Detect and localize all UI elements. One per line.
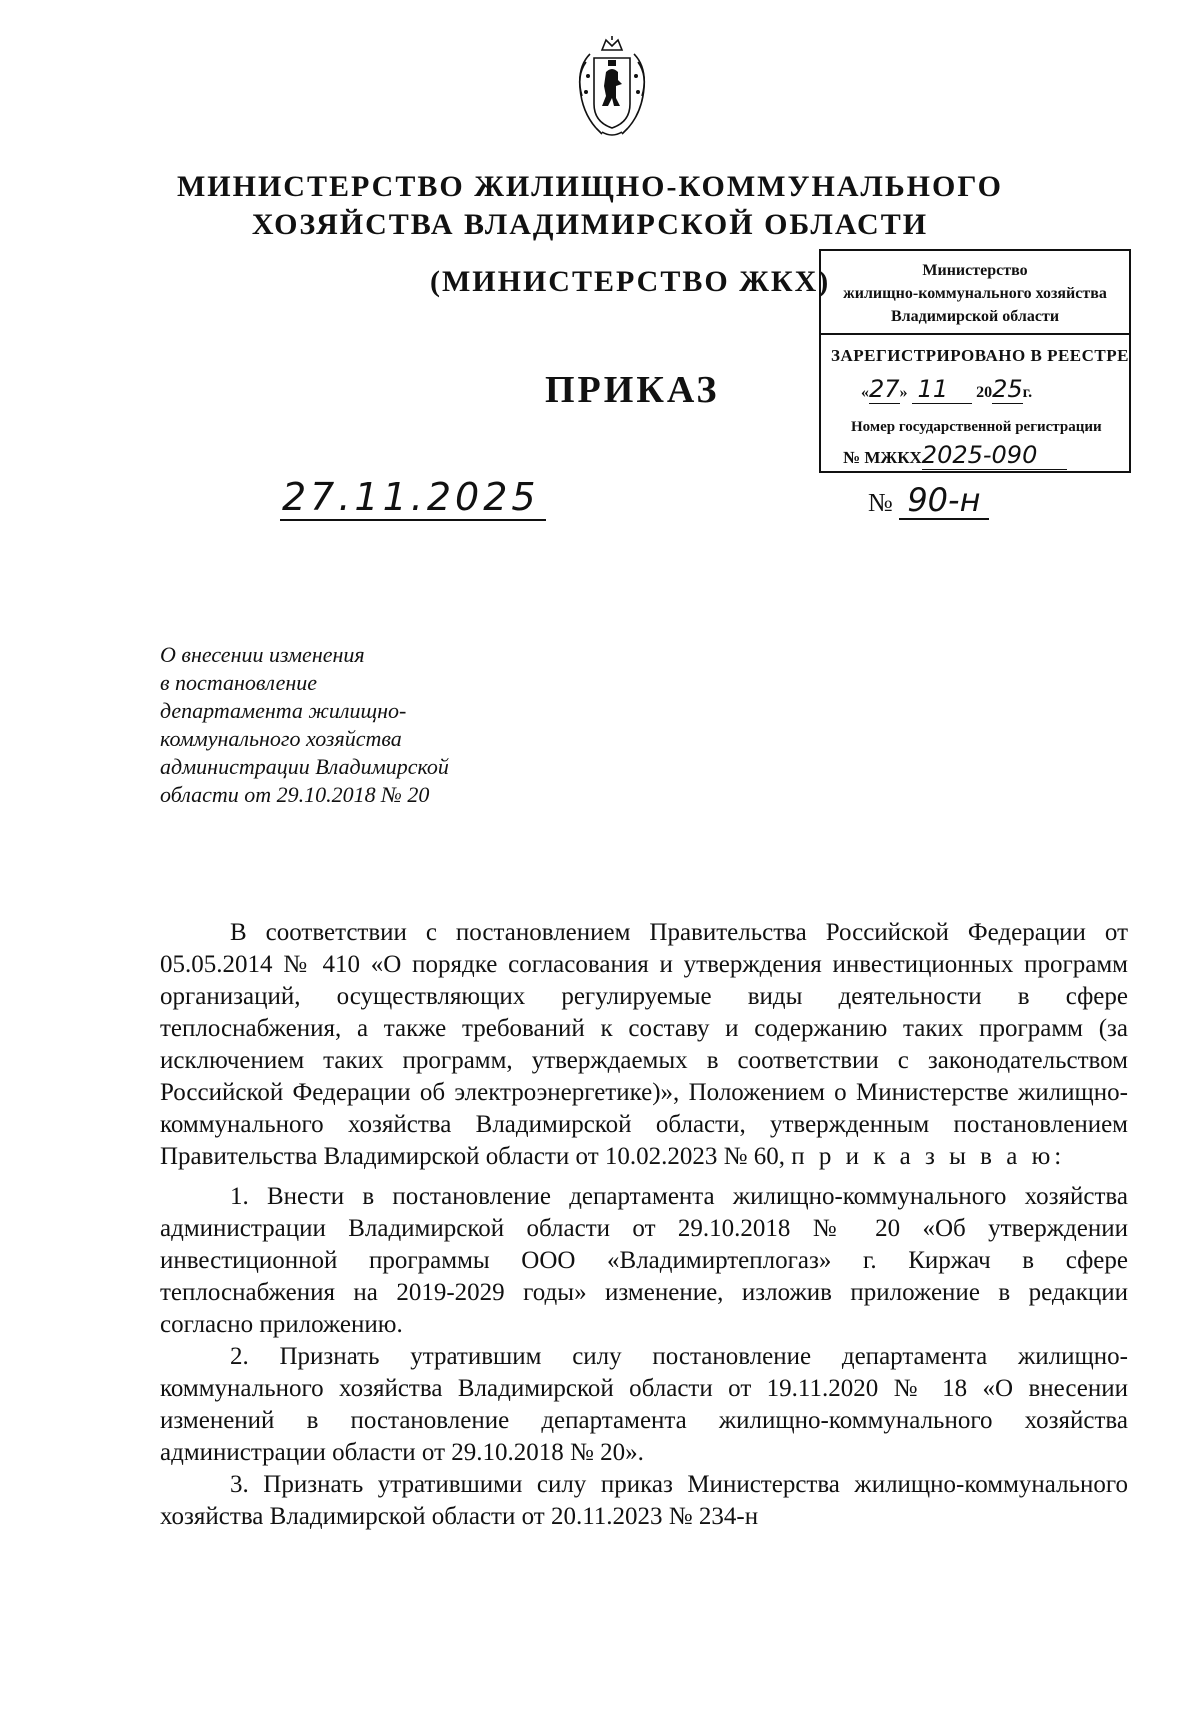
- item-3-paragraph: 3. Признать утратившими силу приказ Министерства жилищно-коммунального хозяйства Владимирской области от 20.11.2023 № 234-н: [160, 1471, 1128, 1530]
- stamp-org-line1: Министерство: [922, 262, 1028, 279]
- ministry-name-line1: МИНИСТЕРСТВО ЖИЛИЩНО-КОММУНАЛЬНОГО: [176, 170, 1004, 203]
- stamp-date-close-quote: »: [899, 384, 908, 401]
- command-word: п р и к а з ы в а ю:: [791, 1143, 1066, 1170]
- subject-line: департамента жилищно-: [160, 698, 407, 723]
- stamp-registered-label: ЗАРЕГИСТРИРОВАНО В РЕЕСТРЕ: [831, 346, 1129, 365]
- subject-line: в постановление: [160, 670, 318, 695]
- stamp-date-month: 11: [912, 375, 973, 404]
- stamp-reg-number-label: Номер государственной регистрации: [851, 419, 1102, 435]
- stamp-org-line3: Владимирской области: [890, 308, 1060, 325]
- order-subject: [160, 641, 500, 809]
- stamp-reg-number: [843, 441, 1067, 470]
- subject-line: области от 29.10.2018 № 20: [160, 782, 430, 807]
- order-date-handwritten: 27.11.2025: [280, 475, 546, 521]
- subject-line: администрации Владимирской: [160, 754, 449, 779]
- stamp-date-day: 27: [869, 375, 900, 403]
- stamp-date-open-quote: «: [861, 384, 869, 401]
- order-number-prefix: №: [868, 488, 893, 517]
- stamp-reg-prefix: № МЖКХ: [843, 448, 922, 467]
- subject-line: коммунального хозяйства: [160, 726, 402, 751]
- order-number-value: 90-н: [899, 482, 988, 520]
- order-body: [160, 917, 1128, 1533]
- stamp-reg-number-value: 2025-090: [922, 441, 1068, 470]
- preamble-paragraph: [160, 917, 1128, 1173]
- preamble-text: В соответствии с постановлением Правительства Российской Федерации от 05.05.2014 № 410 «О порядке согласования и утверждения инвестиционных программ организаций, осуществляющих регулируемые виды деятельности в сфере теплоснабжения, а также требований к составу и содержанию таких программ (за исключением таких программ, утверждаемых в соответствии с законодательством Российской Федерации об электроэнергетике)», Положением о Министерстве жилищно-коммунального хозяйства Владимирской области, утвержденным постановлением Правительства Владимирской области от 10.02.2023 № 60,: [160, 919, 1128, 1170]
- stamp-date-suffix: г.: [1022, 384, 1033, 401]
- coat-of-arms-emblem: [572, 36, 652, 140]
- ministry-name: [160, 168, 1020, 244]
- order-number: [868, 482, 989, 520]
- document-type-title: ПРИКАЗ: [545, 369, 720, 411]
- ministry-name-line2: ХОЗЯЙСТВА ВЛАДИМИРСКОЙ ОБЛАСТИ: [251, 208, 929, 241]
- stamp-date-year-suffix: 25: [992, 375, 1023, 403]
- stamp-date-year-prefix: 20: [976, 384, 993, 401]
- stamp-date: [861, 375, 1032, 404]
- stamp-org-line2: жилищно-коммунального хозяйства: [843, 285, 1107, 302]
- item-2-paragraph: 2. Признать утратившим силу постановление департамента жилищно-коммунального хозяйства Владимирской области от 19.11.2020 № 18 «О внесении изменений в постановление департамента жилищно-коммунального хозяйства администрации области от 29.10.2018 № 20».: [160, 1343, 1128, 1466]
- ministry-short-name: (МИНИСТЕРСТВО ЖКХ): [430, 265, 831, 298]
- subject-line: О внесении изменения: [160, 642, 365, 667]
- stamp-organization: [821, 251, 1129, 335]
- registration-stamp: [819, 249, 1131, 473]
- item-1-paragraph: 1. Внести в постановление департамента жилищно-коммунального хозяйства администрации Владимирской области от 29.10.2018 № 20 «Об утверждении инвестиционной программы ООО «Владимиртеплогаз» г. Киржач в сфере теплоснабжения на 2019-2029 годы» изменение, изложив приложение в редакции согласно приложению.: [160, 1183, 1128, 1338]
